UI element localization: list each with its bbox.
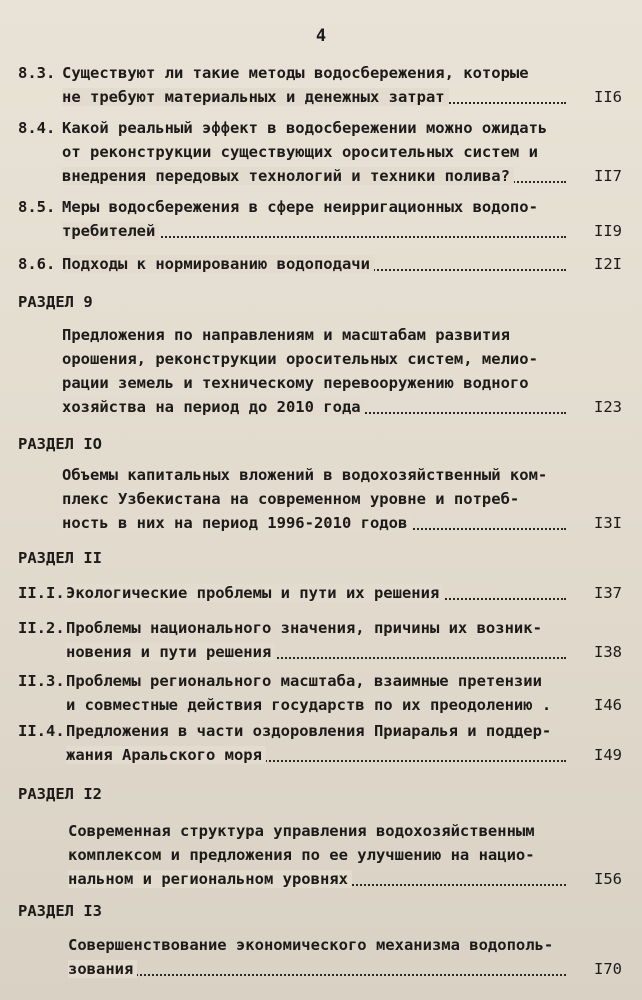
entry-line: Проблемы регионального масштаба, взаимные претензии xyxy=(66,672,542,690)
entry-line: ность в них на период 1996-2010 годов xyxy=(62,514,411,532)
entry-line: требителей xyxy=(62,222,159,240)
entry-page: I37 xyxy=(594,584,622,602)
entry-line: Современная структура управления водохозяйственным xyxy=(68,822,535,840)
entry-number: II.4. xyxy=(18,722,65,740)
entry-line: новения и пути решения xyxy=(66,643,275,661)
entry-page: II7 xyxy=(594,167,622,185)
entry-line: Совершенствование экономического механизма водополь- xyxy=(68,936,554,954)
entry-line: Предложения в части оздоровления Приаралья и поддер- xyxy=(66,722,552,740)
entry-line: не требуют материальных и денежных затрат xyxy=(62,88,449,106)
section-heading: РАЗДЕЛ II xyxy=(18,549,102,567)
entry-line: Какой реальный эффект в водосбережении можно ожидать xyxy=(62,119,548,137)
entry-page: II9 xyxy=(594,222,622,240)
entry-line: Экологические проблемы и пути их решения xyxy=(66,584,443,602)
entry-page: I46 xyxy=(594,696,622,714)
entry-line: Предложения по направлениям и масштабам развития xyxy=(62,326,510,344)
entry-line: Подходы к нормированию водоподачи xyxy=(62,255,374,273)
entry-page: I38 xyxy=(594,643,622,661)
entry-number: II.3. xyxy=(18,672,65,690)
entry-page: I3I xyxy=(594,514,622,532)
entry-number: 8.3. xyxy=(18,64,56,82)
entry-line: от реконструкции существующих оросительных систем и xyxy=(62,143,538,161)
entry-page: I23 xyxy=(594,398,622,416)
entry-page: I49 xyxy=(594,746,622,764)
entry-page: I56 xyxy=(594,870,622,888)
entry-line: и совместные действия государств по их преодолению . xyxy=(66,696,552,714)
entry-line: плекс Узбекистана на современном уровне и потреб- xyxy=(62,490,520,508)
entry-line: хозяйства на период до 2010 года xyxy=(62,398,365,416)
section-heading: РАЗДЕЛ I3 xyxy=(18,902,102,920)
section-heading: РАЗДЕЛ 9 xyxy=(18,293,93,311)
entry-page: I2I xyxy=(594,255,622,273)
entry-line: Проблемы национального значения, причины их возник- xyxy=(66,619,542,637)
entry-line: орошения, реконструкции оросительных систем, мелио- xyxy=(62,350,538,368)
entry-number: II.2. xyxy=(18,619,65,637)
entry-line: Объемы капитальных вложений в водохозяйственный ком- xyxy=(62,466,548,484)
page-number: 4 xyxy=(315,26,327,46)
entry-line: внедрения передовых технологий и техники полива? xyxy=(62,167,514,185)
entry-line: Меры водосбережения в сфере неирригационных водопо- xyxy=(62,198,538,216)
entry-number: 8.4. xyxy=(18,119,56,137)
entry-line: нальном и региональном уровнях xyxy=(68,870,352,888)
entry-number: 8.6. xyxy=(18,255,56,273)
entry-page: II6 xyxy=(594,88,622,106)
entry-number: II.I. xyxy=(18,584,65,602)
entry-line: зования xyxy=(68,960,137,978)
entry-line: комплексом и предложения по ее улучшению на нацио- xyxy=(68,846,535,864)
entry-line: рации земель и техническому перевооружению водного xyxy=(62,374,529,392)
entry-page: I70 xyxy=(594,960,622,978)
entry-line: жания Аральского моря xyxy=(66,746,266,764)
section-heading: РАЗДЕЛ I2 xyxy=(18,785,102,803)
section-heading: РАЗДЕЛ IO xyxy=(18,435,102,453)
entry-line: Существуют ли такие методы водосбережения, которые xyxy=(62,64,529,82)
entry-number: 8.5. xyxy=(18,198,56,216)
